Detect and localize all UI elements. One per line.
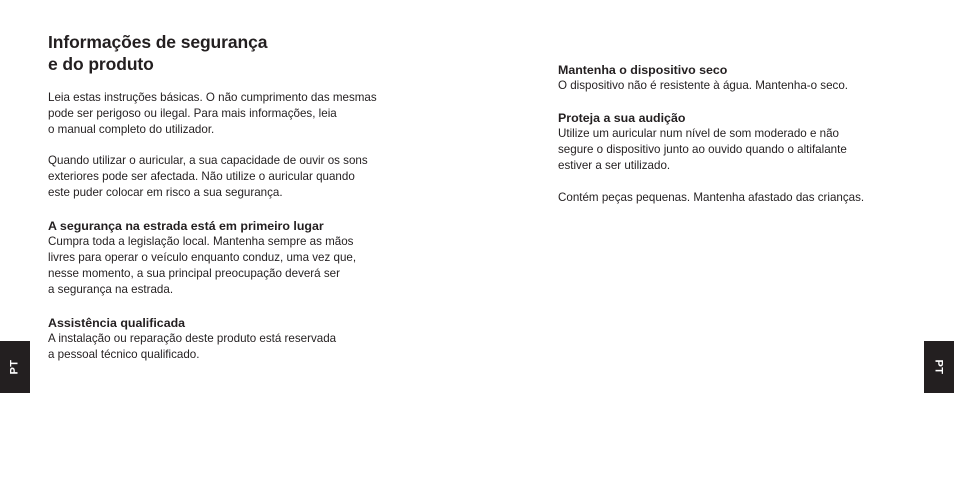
road-safety-heading: A segurança na estrada está em primeiro lugar [48,219,324,233]
keep-dry-paragraph: O dispositivo não é resistente à água. Mantenha-o seco. [558,79,849,92]
hearing-warning-paragraph: Quando utilizar o auricular, a sua capacidade de ouvir os sons exteriores pode ser afectada. Não utilize o auricular quando este puder colocar em risco a sua segurança. [48,154,368,199]
small-parts-paragraph: Contém peças pequenas. Mantenha afastado das crianças. [558,191,865,204]
language-tab-right [924,341,954,393]
language-tab-left [0,341,30,393]
left-column [48,31,428,363]
road-safety-paragraph: Cumpra toda a legislação local. Mantenha sempre as mãos livres para operar o veículo enquanto conduz, uma vez que, nesse momento, a sua principal preocupação deverá ser a segurança na estrada. [48,235,357,296]
qualified-service-paragraph: A instalação ou reparação deste produto está reservada a pessoal técnico qualificado. [48,332,337,361]
protect-hearing-heading: Proteja a sua audição [558,111,686,125]
qualified-service-heading: Assistência qualificada [48,316,186,330]
page-title: Informações de segurança e do produto [48,32,268,74]
right-column [558,62,918,206]
language-tab-left-label: PT [9,359,21,375]
intro-paragraph: Leia estas instruções básicas. O não cumprimento das mesmas pode ser perigoso ou ilegal. Para mais informações, leia o manual completo do utilizador. [48,91,377,136]
language-tab-right-label: PT [933,359,945,375]
keep-dry-heading: Mantenha o dispositivo seco [558,63,728,77]
protect-hearing-paragraph: Utilize um auricular num nível de som moderado e não segure o dispositivo junto ao ouvido quando o altifalante estiver a ser utilizado. [558,127,847,172]
